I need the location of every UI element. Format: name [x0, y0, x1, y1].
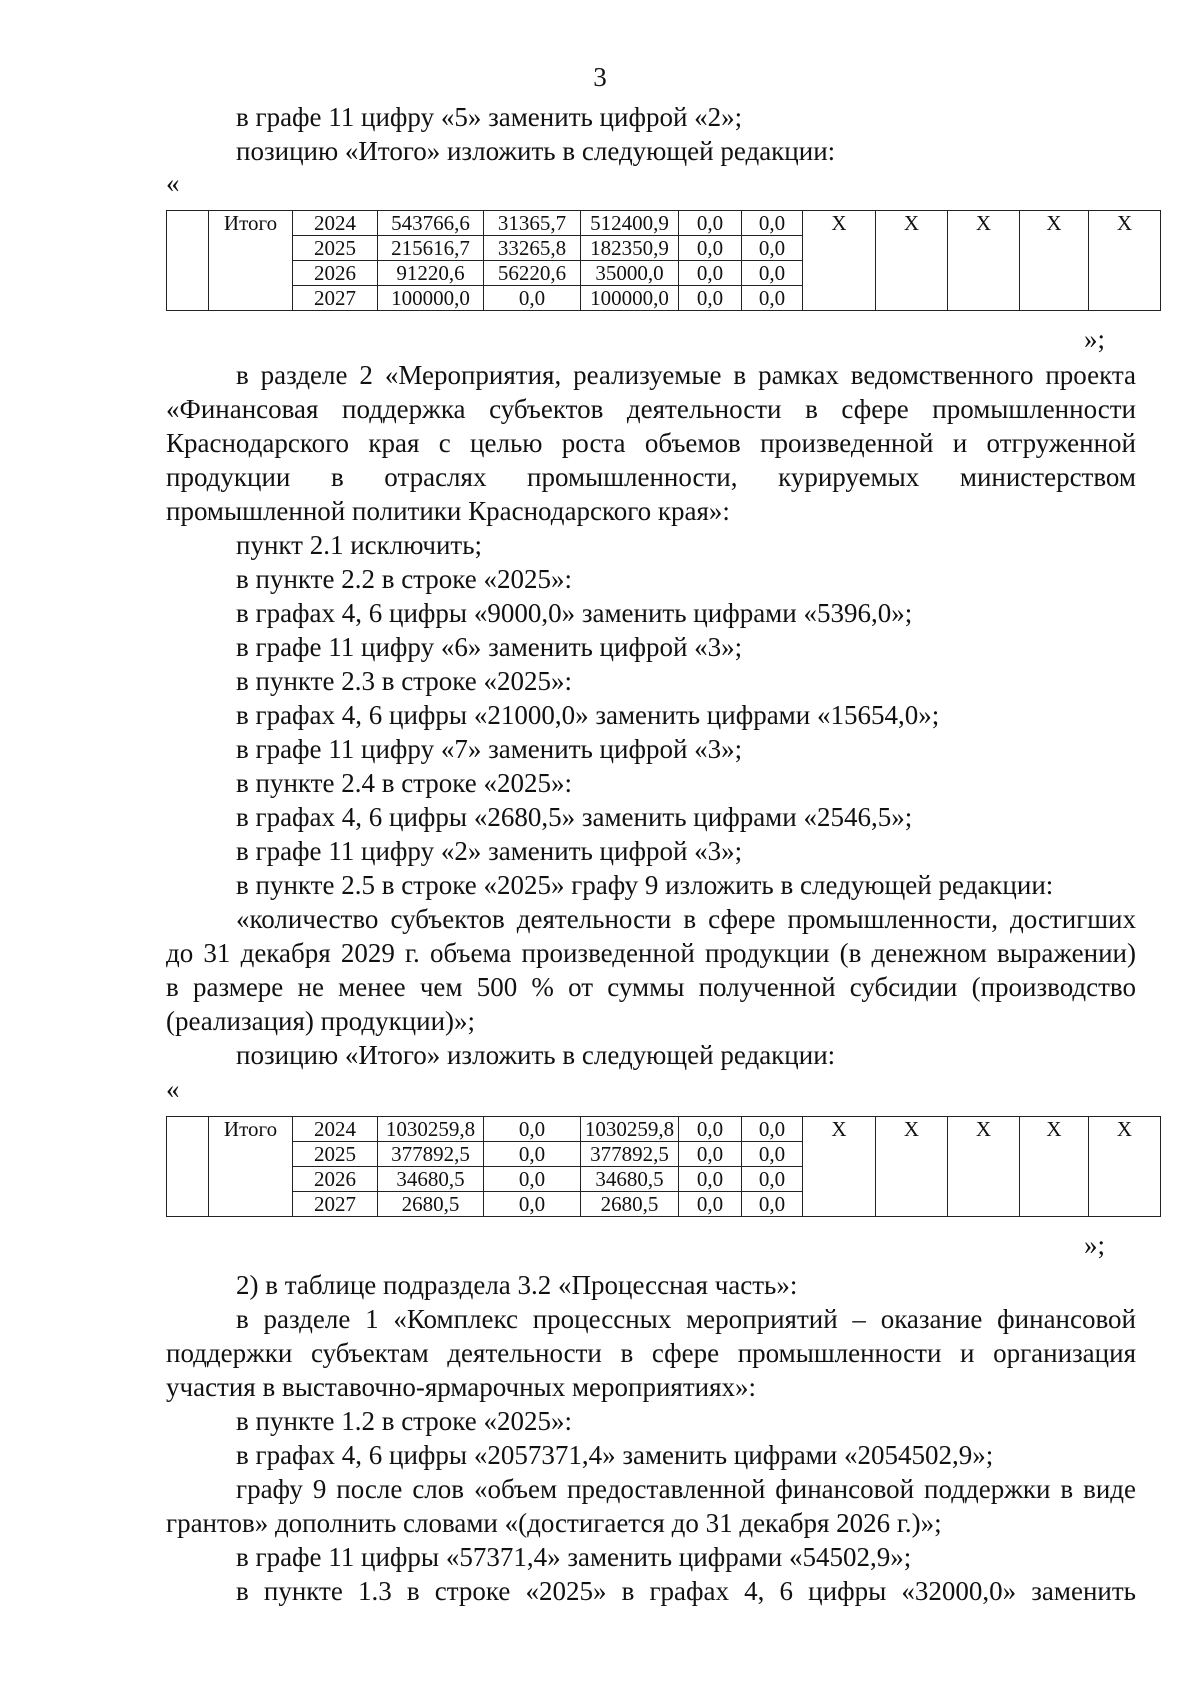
close-quote: »;: [1084, 1230, 1106, 1260]
value-cell: 2680,5: [378, 1192, 484, 1217]
value-cell: 0,0: [484, 1142, 581, 1167]
value-cell: 0,0: [679, 1142, 742, 1167]
year-cell: 2027: [293, 1192, 378, 1217]
empty-cell: [167, 211, 209, 311]
text-line: позицию «Итого» изложить в следующей редакции:: [236, 1040, 836, 1070]
value-cell: 377892,5: [581, 1142, 679, 1167]
value-cell: 0,0: [484, 1192, 581, 1217]
open-quote: «: [166, 168, 180, 198]
paragraph-line: [166, 460, 1136, 494]
value-cell: 35000,0: [581, 261, 679, 286]
value-cell: 31365,7: [484, 211, 581, 236]
value-cell: 0,0: [742, 1192, 803, 1217]
value-cell: 0,0: [742, 211, 803, 236]
page-number: 3: [593, 62, 607, 92]
text-line: в графе 11 цифру «5» заменить цифрой «2»;: [236, 102, 743, 132]
text-line: в графах 4, 6 цифры «9000,0» заменить цифрами «5396,0»;: [236, 598, 913, 628]
x-cell: Х: [948, 211, 1020, 311]
paragraph-line: [236, 358, 1136, 392]
year-cell: 2026: [293, 1167, 378, 1192]
justified-text: графу 9 после слов «объем предоставленной финансовой поддержки в виде: [236, 1474, 1136, 1504]
justified-text: в размере не менее чем 500 % от суммы полученной субсидии (производство: [166, 972, 1136, 1002]
text-line: в пункте 2.5 в строке «2025» графу 9 изложить в следующей редакции:: [236, 870, 1054, 900]
paragraph-line: [236, 1302, 1136, 1336]
text-line: в графах 4, 6 цифры «2680,5» заменить цифрами «2546,5»;: [236, 802, 913, 832]
text-line: в графе 11 цифру «6» заменить цифрой «3»;: [236, 632, 743, 662]
value-cell: 0,0: [484, 286, 581, 311]
x-cell: Х: [803, 211, 876, 311]
text-line: в графах 4, 6 цифры «21000,0» заменить цифрами «15654,0»;: [236, 700, 940, 730]
value-cell: 91220,6: [378, 261, 484, 286]
paragraph-line: [236, 902, 1136, 936]
value-cell: 0,0: [742, 1167, 803, 1192]
justified-text: до 31 декабря 2029 г. объема произведенной продукции (в денежном выражении): [166, 938, 1136, 968]
justified-text: поддержки субъектам деятельности в сфере промышленности и организация: [166, 1338, 1136, 1368]
itogo-label: Итого: [209, 1117, 293, 1217]
value-cell: 0,0: [742, 236, 803, 261]
paragraph-line: [166, 936, 1136, 970]
year-cell: 2027: [293, 286, 378, 311]
text-line: в графе 11 цифру «2» заменить цифрой «3»;: [236, 836, 743, 866]
empty-cell: [167, 1117, 209, 1217]
value-cell: 2680,5: [581, 1192, 679, 1217]
x-cell: Х: [948, 1117, 1020, 1217]
paragraph-line: [236, 1574, 1136, 1608]
text-line: в графах 4, 6 цифры «2057371,4» заменить цифрами «2054502,9»;: [236, 1440, 994, 1470]
text-line: в пункте 2.3 в строке «2025»:: [236, 666, 572, 696]
year-cell: 2026: [293, 261, 378, 286]
text-line: в пункте 1.2 в строке «2025»:: [236, 1406, 572, 1436]
year-cell: 2024: [293, 1117, 378, 1142]
itogo-table-2: [166, 1116, 1161, 1217]
paragraph-line: [166, 392, 1136, 426]
value-cell: 215616,7: [378, 236, 484, 261]
justified-text: в разделе 1 «Комплекс процессных мероприятий – оказание финансовой: [236, 1304, 1136, 1334]
x-cell: Х: [876, 211, 948, 311]
value-cell: 182350,9: [581, 236, 679, 261]
x-cell: Х: [1089, 1117, 1161, 1217]
x-cell: Х: [1089, 211, 1161, 311]
itogo-label: Итого: [209, 211, 293, 311]
text-line: в графе 11 цифры «57371,4» заменить цифрами «54502,9»;: [236, 1542, 912, 1572]
paragraph-line: участия в выставочно-ярмарочных мероприятиях»:: [166, 1372, 757, 1402]
text-line: позицию «Итого» изложить в следующей редакции:: [236, 136, 836, 166]
value-cell: 33265,8: [484, 236, 581, 261]
paragraph-line: [236, 1472, 1136, 1506]
value-cell: 0,0: [484, 1117, 581, 1142]
year-cell: 2024: [293, 211, 378, 236]
justified-text: «Финансовая поддержка субъектов деятельности в сфере промышленности: [166, 394, 1136, 424]
value-cell: 1030259,8: [378, 1117, 484, 1142]
year-cell: 2025: [293, 1142, 378, 1167]
justified-text: продукции в отраслях промышленности, курируемых министерством: [166, 462, 1136, 492]
value-cell: 34680,5: [378, 1167, 484, 1192]
text-line: в пункте 2.2 в строке «2025»:: [236, 564, 572, 594]
value-cell: 0,0: [679, 211, 742, 236]
paragraph-line: [166, 970, 1136, 1004]
justified-text: «количество субъектов деятельности в сфере промышленности, достигших: [236, 904, 1136, 934]
close-quote: »;: [1084, 324, 1106, 354]
text-line: в пункте 2.4 в строке «2025»:: [236, 768, 572, 798]
value-cell: 0,0: [679, 1192, 742, 1217]
paragraph-line: грантов» дополнить словами «(достигается до 31 декабря 2026 г.)»;: [166, 1508, 942, 1538]
value-cell: 543766,6: [378, 211, 484, 236]
x-cell: Х: [876, 1117, 948, 1217]
value-cell: 0,0: [679, 236, 742, 261]
paragraph-line: [166, 1336, 1136, 1370]
value-cell: 1030259,8: [581, 1117, 679, 1142]
value-cell: 34680,5: [581, 1167, 679, 1192]
value-cell: 0,0: [679, 1167, 742, 1192]
value-cell: 377892,5: [378, 1142, 484, 1167]
table-row: [167, 211, 1161, 236]
value-cell: 100000,0: [581, 286, 679, 311]
value-cell: 56220,6: [484, 261, 581, 286]
value-cell: 0,0: [742, 286, 803, 311]
value-cell: 0,0: [484, 1167, 581, 1192]
justified-text: в пункте 1.3 в строке «2025» в графах 4, 6 цифры «32000,0» заменить: [236, 1576, 1136, 1606]
paragraph-line: (реализация) продукции)»;: [166, 1006, 476, 1036]
value-cell: 100000,0: [378, 286, 484, 311]
text-line: 2) в таблице подраздела 3.2 «Процессная часть»:: [236, 1270, 798, 1300]
x-cell: Х: [803, 1117, 876, 1217]
value-cell: 0,0: [742, 261, 803, 286]
value-cell: 0,0: [742, 1142, 803, 1167]
x-cell: Х: [1020, 211, 1089, 311]
year-cell: 2025: [293, 236, 378, 261]
justified-text: Краснодарского края с целью роста объемов произведенной и отгруженной: [166, 428, 1136, 458]
x-cell: Х: [1020, 1117, 1089, 1217]
open-quote: «: [166, 1074, 180, 1104]
value-cell: 0,0: [742, 1117, 803, 1142]
paragraph-line: промышленной политики Краснодарского края»:: [166, 496, 730, 526]
table-row: [167, 1117, 1161, 1142]
value-cell: 0,0: [679, 1117, 742, 1142]
value-cell: 0,0: [679, 286, 742, 311]
justified-text: в разделе 2 «Мероприятия, реализуемые в рамках ведомственного проекта: [236, 360, 1136, 390]
value-cell: 512400,9: [581, 211, 679, 236]
text-line: в графе 11 цифру «7» заменить цифрой «3»;: [236, 734, 743, 764]
itogo-table-1: [166, 210, 1161, 311]
value-cell: 0,0: [679, 261, 742, 286]
paragraph-line: [166, 426, 1136, 460]
text-line: пункт 2.1 исключить;: [236, 530, 483, 560]
